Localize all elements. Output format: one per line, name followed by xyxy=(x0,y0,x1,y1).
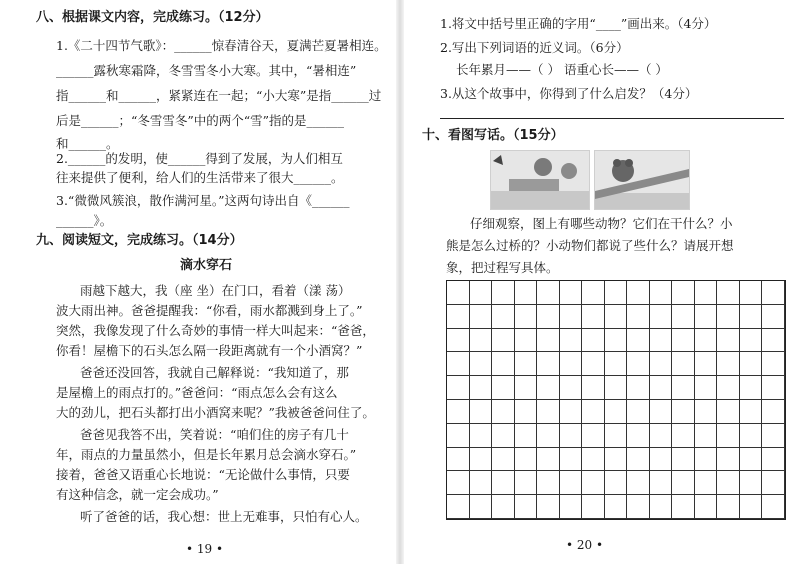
grid-cell[interactable] xyxy=(560,471,583,495)
grid-cell[interactable] xyxy=(762,471,785,495)
grid-cell[interactable] xyxy=(605,424,628,448)
grid-cell[interactable] xyxy=(695,471,718,495)
grid-cell[interactable] xyxy=(537,305,560,329)
grid-cell[interactable] xyxy=(470,448,493,472)
grid-cell[interactable] xyxy=(717,352,740,376)
grid-cell[interactable] xyxy=(762,448,785,472)
grid-cell[interactable] xyxy=(537,281,560,305)
grid-cell[interactable] xyxy=(717,471,740,495)
grid-cell[interactable] xyxy=(515,376,538,400)
grid-cell[interactable] xyxy=(560,281,583,305)
grid-cell[interactable] xyxy=(560,424,583,448)
grid-cell[interactable] xyxy=(470,495,493,519)
grid-cell[interactable] xyxy=(447,376,470,400)
grid-cell[interactable] xyxy=(672,352,695,376)
grid-cell[interactable] xyxy=(515,305,538,329)
grid-cell[interactable] xyxy=(605,329,628,353)
grid-cell[interactable] xyxy=(492,471,515,495)
grid-cell[interactable] xyxy=(650,471,673,495)
section-8-heading: 八、根据课文内容，完成练习。（12分） xyxy=(36,10,269,25)
grid-cell[interactable] xyxy=(470,424,493,448)
s8-line-5: 和______。 xyxy=(56,136,119,151)
grid-cell[interactable] xyxy=(560,400,583,424)
grid-cell[interactable] xyxy=(627,281,650,305)
s8-line-1: 1.《二十四节气歌》：______惊春清谷天，夏满芒夏暑相连。 xyxy=(56,38,387,53)
grid-cell[interactable] xyxy=(582,305,605,329)
grid-cell[interactable] xyxy=(605,448,628,472)
grid-cell[interactable] xyxy=(695,376,718,400)
grid-cell[interactable] xyxy=(762,352,785,376)
grid-cell[interactable] xyxy=(537,352,560,376)
grid-cell[interactable] xyxy=(627,329,650,353)
grid-cell[interactable] xyxy=(762,305,785,329)
grid-cell[interactable] xyxy=(470,400,493,424)
grid-cell[interactable] xyxy=(762,329,785,353)
grid-cell[interactable] xyxy=(582,376,605,400)
grid-cell[interactable] xyxy=(717,424,740,448)
grid-cell[interactable] xyxy=(650,424,673,448)
grid-cell[interactable] xyxy=(492,424,515,448)
grid-cell[interactable] xyxy=(447,400,470,424)
q3-text: 3.从这个故事中，你得到了什么启发？（4分） xyxy=(440,86,698,101)
grid-cell[interactable] xyxy=(605,281,628,305)
grid-cell[interactable] xyxy=(470,352,493,376)
grid-cell[interactable] xyxy=(447,448,470,472)
grid-cell[interactable] xyxy=(537,448,560,472)
grid-cell[interactable] xyxy=(582,448,605,472)
grid-cell[interactable] xyxy=(650,495,673,519)
s8-line-8: 3.“微微风簇浪，散作满河星。”这两句诗出自《______ xyxy=(56,193,350,208)
grid-cell[interactable] xyxy=(560,376,583,400)
story-line: 突然，我像发现了什么奇妙的事情一样大叫起来：“爸爸， xyxy=(56,323,375,338)
grid-cell[interactable] xyxy=(560,329,583,353)
story-line: 雨越下越大，我（座 坐）在门口，看着（漾 荡） xyxy=(80,283,351,298)
grid-cell[interactable] xyxy=(582,352,605,376)
grid-cell[interactable] xyxy=(740,471,763,495)
grid-cell[interactable] xyxy=(447,424,470,448)
grid-cell[interactable] xyxy=(582,281,605,305)
grid-cell[interactable] xyxy=(717,495,740,519)
grid-cell[interactable] xyxy=(605,471,628,495)
grid-cell[interactable] xyxy=(537,471,560,495)
grid-cell[interactable] xyxy=(717,305,740,329)
grid-cell[interactable] xyxy=(515,352,538,376)
grid-cell[interactable] xyxy=(447,352,470,376)
grid-cell[interactable] xyxy=(582,329,605,353)
grid-cell[interactable] xyxy=(695,281,718,305)
grid-cell[interactable] xyxy=(695,352,718,376)
grid-cell[interactable] xyxy=(695,329,718,353)
page-number-left: • 19 • xyxy=(186,542,224,556)
grid-cell[interactable] xyxy=(627,305,650,329)
grid-cell[interactable] xyxy=(627,352,650,376)
grid-cell[interactable] xyxy=(627,400,650,424)
story-line: 年，雨点的力量虽然小，但是长年累月总会滴水穿石。” xyxy=(56,447,357,462)
grid-cell[interactable] xyxy=(740,305,763,329)
story-line: 接着，爸爸又语重心长地说：“无论做什么事情，只要 xyxy=(56,467,350,482)
grid-cell[interactable] xyxy=(515,281,538,305)
grid-cell[interactable] xyxy=(447,329,470,353)
grid-cell[interactable] xyxy=(695,424,718,448)
grid-cell[interactable] xyxy=(672,448,695,472)
grid-cell[interactable] xyxy=(582,424,605,448)
grid-cell[interactable] xyxy=(695,495,718,519)
grid-cell[interactable] xyxy=(605,376,628,400)
grid-cell[interactable] xyxy=(447,305,470,329)
grid-cell[interactable] xyxy=(605,400,628,424)
grid-cell[interactable] xyxy=(650,400,673,424)
illustration-bear-on-log xyxy=(594,150,690,210)
grid-cell[interactable] xyxy=(560,448,583,472)
grid-cell[interactable] xyxy=(560,495,583,519)
story-line: 听了爸爸的话，我心想：世上无难事，只怕有心人。 xyxy=(80,509,368,524)
grid-cell[interactable] xyxy=(470,305,493,329)
grid-cell[interactable] xyxy=(740,495,763,519)
illustration-animals-at-bridge xyxy=(490,150,590,210)
grid-cell[interactable] xyxy=(762,400,785,424)
grid-cell[interactable] xyxy=(740,352,763,376)
grid-cell[interactable] xyxy=(672,471,695,495)
grid-cell[interactable] xyxy=(537,495,560,519)
writing-grid[interactable] xyxy=(446,280,786,520)
grid-cell[interactable] xyxy=(650,376,673,400)
grid-cell[interactable] xyxy=(470,281,493,305)
story-line: 爸爸见我答不出，笑着说：“咱们住的房子有几十 xyxy=(80,427,349,442)
grid-cell[interactable] xyxy=(740,281,763,305)
grid-cell[interactable] xyxy=(582,471,605,495)
grid-cell[interactable] xyxy=(627,471,650,495)
grid-cell[interactable] xyxy=(627,495,650,519)
story-line: 你看！屋檐下的石头怎么隔一段距离就有一个小酒窝？” xyxy=(56,343,363,358)
grid-cell[interactable] xyxy=(537,376,560,400)
grid-cell[interactable] xyxy=(762,424,785,448)
grid-cell[interactable] xyxy=(515,495,538,519)
grid-cell[interactable] xyxy=(740,329,763,353)
story-title: 滴水穿石 xyxy=(180,258,233,273)
grid-cell[interactable] xyxy=(537,424,560,448)
grid-cell[interactable] xyxy=(627,376,650,400)
story-line: 波大雨出神。爸爸提醒我：“你看，雨水都溅到身上了。” xyxy=(56,303,363,318)
grid-cell[interactable] xyxy=(470,329,493,353)
grid-cell[interactable] xyxy=(492,305,515,329)
grid-cell[interactable] xyxy=(650,281,673,305)
grid-cell[interactable] xyxy=(762,281,785,305)
grid-cell[interactable] xyxy=(492,329,515,353)
grid-cell[interactable] xyxy=(672,424,695,448)
grid-cell[interactable] xyxy=(650,329,673,353)
grid-cell[interactable] xyxy=(695,305,718,329)
grid-cell[interactable] xyxy=(740,424,763,448)
grid-cell[interactable] xyxy=(470,376,493,400)
grid-cell[interactable] xyxy=(582,495,605,519)
grid-cell[interactable] xyxy=(492,281,515,305)
grid-cell[interactable] xyxy=(627,424,650,448)
prompt-line-1: 仔细观察，图上有哪些动物？它们在干什么？小 xyxy=(470,216,733,231)
grid-cell[interactable] xyxy=(492,400,515,424)
book-gutter xyxy=(396,0,404,564)
grid-cell[interactable] xyxy=(470,471,493,495)
s8-line-9: ______》。 xyxy=(56,213,113,228)
grid-cell[interactable] xyxy=(515,471,538,495)
prompt-line-3: 象，把过程写具体。 xyxy=(446,260,559,275)
grid-cell[interactable] xyxy=(492,495,515,519)
grid-cell[interactable] xyxy=(672,495,695,519)
q2-text: 2.写出下列词语的近义词。（6分） xyxy=(440,40,629,55)
grid-cell[interactable] xyxy=(650,305,673,329)
q2-items: 长年累月——（ ） 语重心长——（ ） xyxy=(456,62,668,77)
story-line: 大的劲儿，把石头都打出小酒窝来呢？”我被爸爸问住了。 xyxy=(56,405,375,420)
grid-cell[interactable] xyxy=(762,495,785,519)
grid-cell[interactable] xyxy=(515,424,538,448)
grid-cell[interactable] xyxy=(740,448,763,472)
grid-cell[interactable] xyxy=(492,448,515,472)
grid-cell[interactable] xyxy=(695,400,718,424)
grid-cell[interactable] xyxy=(672,305,695,329)
grid-cell[interactable] xyxy=(515,448,538,472)
s8-line-4: 后是______；“冬雪雪冬”中的两个“雪”指的是______ xyxy=(56,113,345,128)
page-number-right: • 20 • xyxy=(566,538,604,552)
grid-cell[interactable] xyxy=(717,448,740,472)
q1-text: 1.将文中括号里正确的字用“____”画出来。（4分） xyxy=(440,16,717,31)
grid-cell[interactable] xyxy=(740,376,763,400)
grid-cell[interactable] xyxy=(717,329,740,353)
s8-line-3: 指______和______，紧紧连在一起；“小大寒”是指______过 xyxy=(56,88,382,103)
s8-line-7: 往来提供了便利，给人们的生活带来了很大______。 xyxy=(56,170,344,185)
story-line: 爸爸还没回答，我就自己解释说：“我知道了，那 xyxy=(80,365,349,380)
grid-cell[interactable] xyxy=(650,352,673,376)
grid-cell[interactable] xyxy=(537,400,560,424)
section-10-heading: 十、看图写话。（15分） xyxy=(422,128,564,143)
grid-cell[interactable] xyxy=(717,376,740,400)
grid-cell[interactable] xyxy=(447,281,470,305)
answer-line xyxy=(440,118,784,119)
grid-cell[interactable] xyxy=(695,448,718,472)
grid-cell[interactable] xyxy=(672,329,695,353)
grid-cell[interactable] xyxy=(582,400,605,424)
story-line: 有这种信念，就一定会成功。” xyxy=(56,487,219,502)
grid-cell[interactable] xyxy=(492,376,515,400)
grid-cell[interactable] xyxy=(605,495,628,519)
grid-cell[interactable] xyxy=(717,400,740,424)
grid-cell[interactable] xyxy=(672,376,695,400)
prompt-line-2: 熊是怎么过桥的？小动物们都说了些什么？请展开想 xyxy=(446,238,734,253)
grid-cell[interactable] xyxy=(605,352,628,376)
s8-line-6: 2.______的发明，使______得到了发展，为人们相互 xyxy=(56,151,343,166)
grid-cell[interactable] xyxy=(672,281,695,305)
section-9-heading: 九、阅读短文，完成练习。（14分） xyxy=(36,233,243,248)
story-line: 是屋檐上的雨点打的。”爸爸问：“雨点怎么会有这么 xyxy=(56,385,338,400)
grid-cell[interactable] xyxy=(537,329,560,353)
grid-cell[interactable] xyxy=(605,305,628,329)
grid-cell[interactable] xyxy=(515,400,538,424)
grid-cell[interactable] xyxy=(560,305,583,329)
grid-cell[interactable] xyxy=(762,376,785,400)
grid-cell[interactable] xyxy=(627,448,650,472)
grid-cell[interactable] xyxy=(650,448,673,472)
grid-cell[interactable] xyxy=(717,281,740,305)
grid-cell[interactable] xyxy=(515,329,538,353)
grid-cell[interactable] xyxy=(492,352,515,376)
grid-cell[interactable] xyxy=(447,495,470,519)
grid-cell[interactable] xyxy=(447,471,470,495)
grid-cell[interactable] xyxy=(740,400,763,424)
grid-cell[interactable] xyxy=(560,352,583,376)
grid-cell[interactable] xyxy=(672,400,695,424)
s8-line-2: ______露秋寒霜降，冬雪雪冬小大寒。其中，“暑相连” xyxy=(56,63,357,78)
